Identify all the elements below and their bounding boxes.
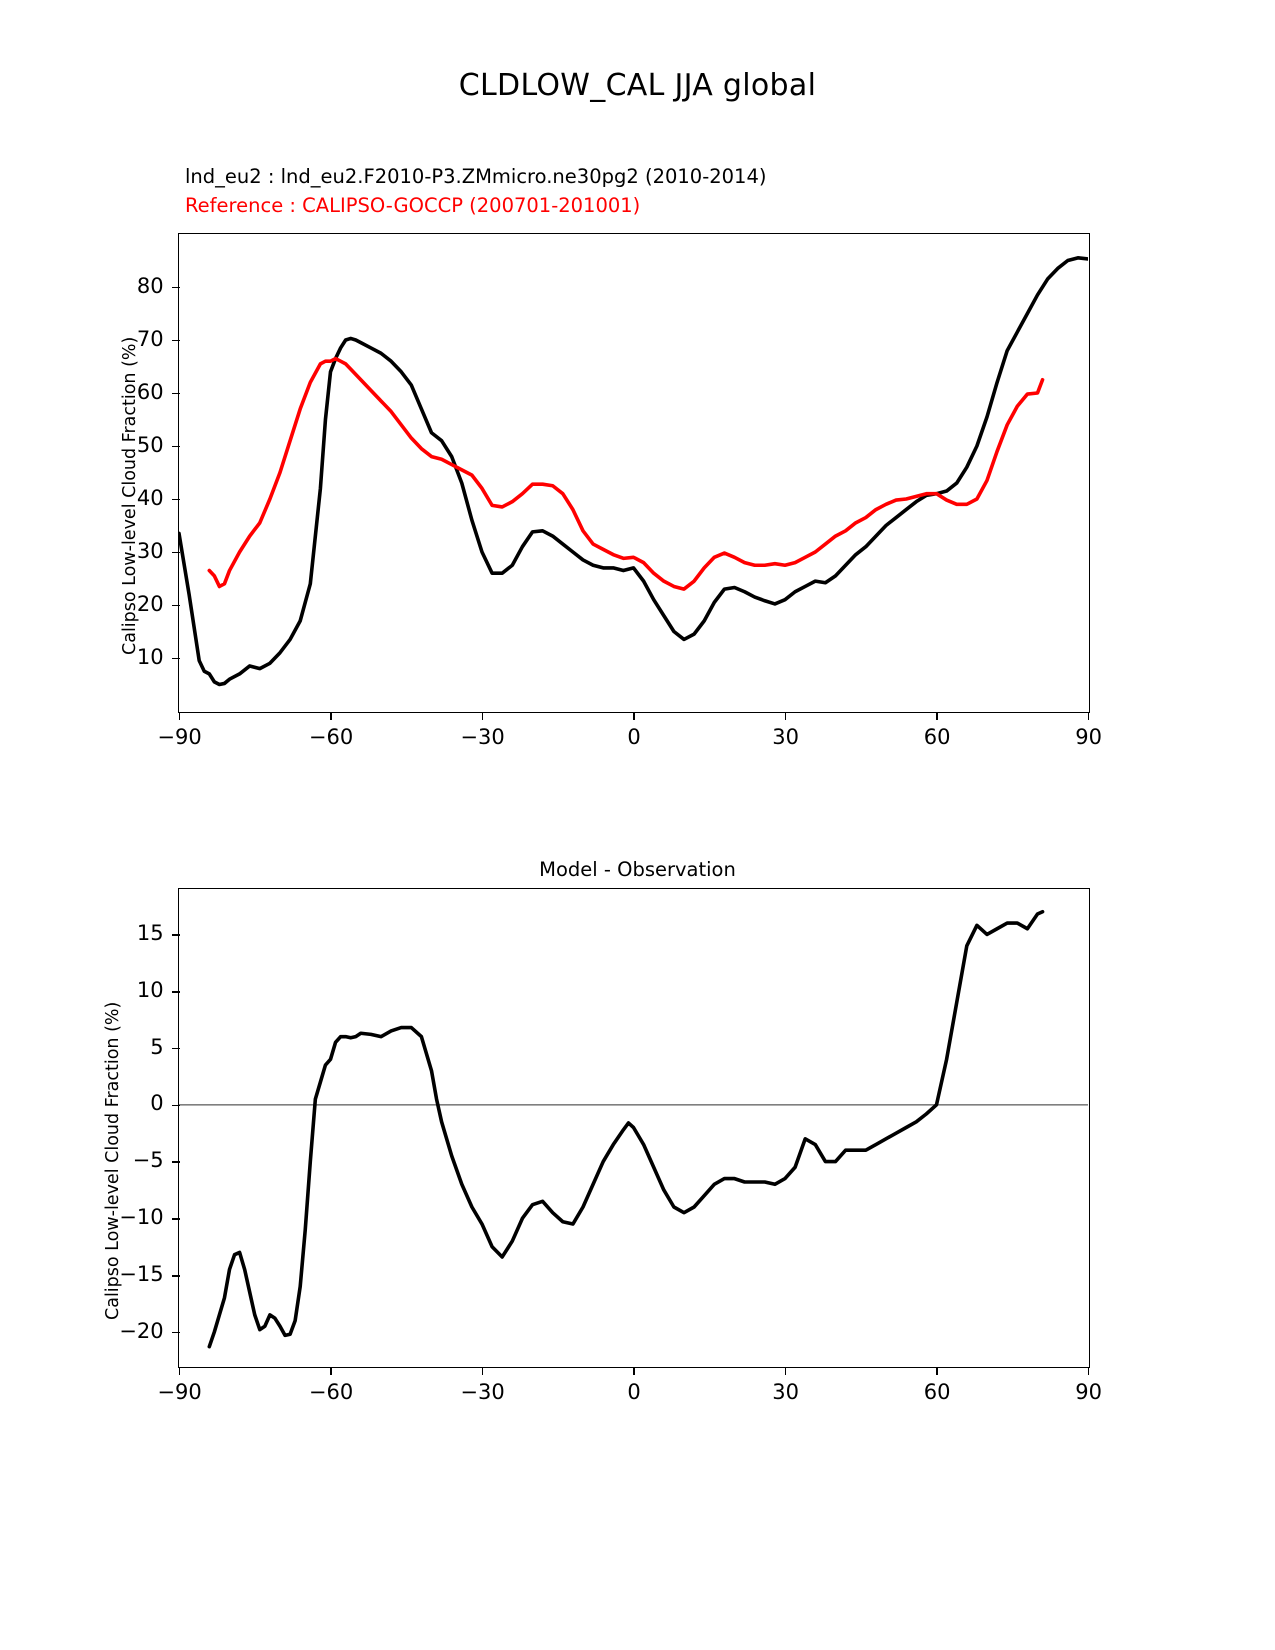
y-tick-label: 20 — [136, 591, 164, 616]
y-tick-mark — [172, 1105, 180, 1107]
y-tick-label: −15 — [119, 1261, 164, 1286]
x-tick-label: −90 — [157, 1379, 202, 1404]
y-tick-label: 10 — [136, 644, 164, 669]
x-tick-label: −30 — [460, 1379, 505, 1404]
x-tick-label: 30 — [772, 724, 799, 749]
y-axis-label-bottom: Calipso Low-level Cloud Fraction (%) — [103, 1001, 123, 1320]
x-tick-label: −30 — [460, 724, 505, 749]
y-tick-label: 60 — [136, 379, 164, 404]
page-title: CLDLOW_CAL JJA global — [458, 68, 817, 103]
y-tick-mark — [172, 1218, 180, 1220]
x-tick-label: 90 — [1075, 724, 1102, 749]
y-tick-label: −20 — [119, 1318, 164, 1343]
data-series-line — [209, 912, 1042, 1347]
y-tick-label: −10 — [119, 1204, 164, 1229]
x-tick-mark — [330, 1367, 332, 1375]
y-tick-label: 30 — [136, 538, 164, 563]
y-tick-mark — [172, 1275, 180, 1277]
y-tick-label: −5 — [132, 1148, 164, 1173]
x-tick-mark — [482, 1367, 484, 1375]
y-tick-label: 0 — [150, 1091, 164, 1116]
legend-item-model: lnd_eu2 : lnd_eu2.F2010-P3.ZMmicro.ne30pg2 (2010-2014) — [185, 165, 767, 188]
y-tick-mark — [172, 991, 180, 993]
x-tick-label: −90 — [157, 724, 202, 749]
y-tick-label: 50 — [136, 432, 164, 457]
y-tick-label: 15 — [136, 921, 164, 946]
y-tick-label: 70 — [136, 326, 164, 351]
y-tick-label: 40 — [136, 485, 164, 510]
y-axis-label-top: Calipso Low-level Cloud Fraction (%) — [120, 336, 140, 655]
x-tick-label: −60 — [308, 724, 354, 749]
y-tick-mark — [172, 1161, 180, 1163]
y-tick-label: 10 — [136, 977, 164, 1002]
x-tick-label: 30 — [772, 1379, 799, 1404]
x-tick-mark — [633, 1367, 635, 1375]
x-tick-label: 60 — [923, 724, 951, 749]
x-tick-mark — [785, 1367, 787, 1375]
y-tick-label: 80 — [136, 273, 164, 298]
x-tick-label: −60 — [308, 1379, 354, 1404]
legend-item-reference: Reference : CALIPSO-GOCCP (200701-201001) — [185, 193, 641, 217]
x-tick-label: 90 — [1075, 1379, 1102, 1404]
plot-lines-bottom — [179, 889, 1088, 1366]
x-tick-label: 60 — [923, 1379, 951, 1404]
y-tick-mark — [172, 1332, 180, 1334]
x-tick-label: 0 — [627, 724, 641, 749]
plot-area-bottom — [178, 888, 1090, 1368]
x-tick-label: 0 — [627, 1379, 641, 1404]
x-tick-mark — [1088, 1367, 1090, 1375]
x-tick-mark — [179, 1367, 181, 1375]
x-tick-mark — [936, 1367, 938, 1375]
y-tick-label: 5 — [150, 1034, 164, 1059]
panel-subtitle-bottom: Model - Observation — [539, 858, 736, 881]
y-tick-mark — [172, 934, 180, 936]
y-tick-mark — [172, 1048, 180, 1050]
